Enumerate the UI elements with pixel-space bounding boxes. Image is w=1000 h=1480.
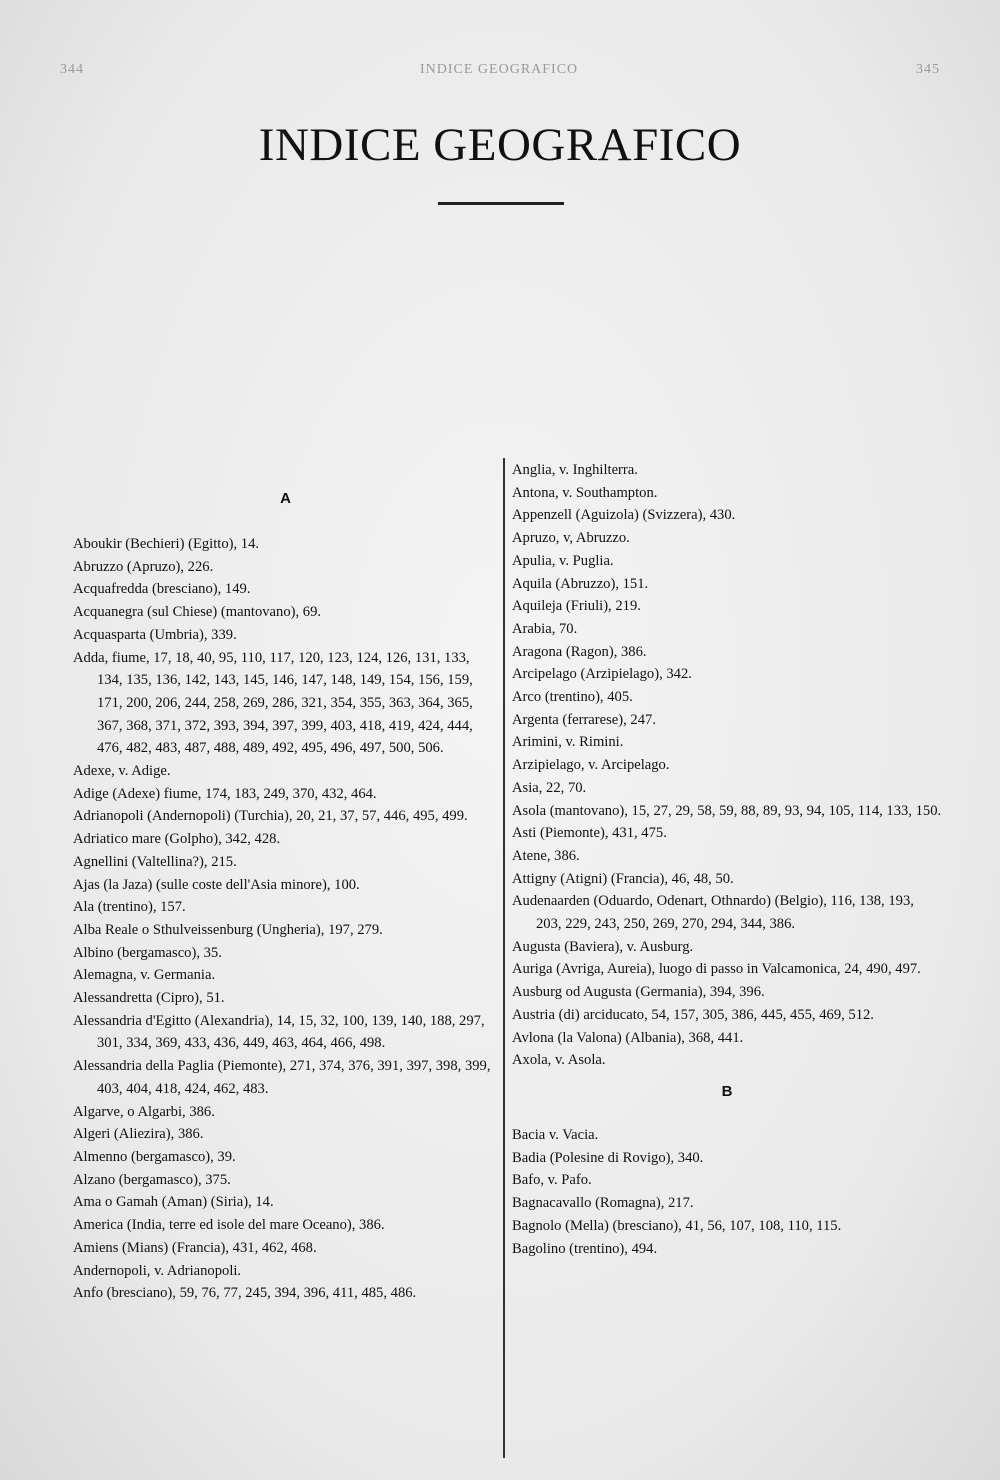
index-entry: Arimini, v. Rimini. bbox=[512, 734, 624, 751]
index-entry: Adriatico mare (Golpho), 342, 428. bbox=[73, 831, 281, 848]
index-entry: Arco (trentino), 405. bbox=[512, 689, 633, 706]
index-entry: Avlona (la Valona) (Albania), 368, 441. bbox=[512, 1029, 744, 1046]
index-entry: Acquanegra (sul Chiese) (mantovano), 69. bbox=[73, 604, 322, 621]
index-entry: Alessandria d'Egitto (Alexandria), 14, 15, 32, 100, 139, 140, 188, 297, 301, 334, 369, 433, 436, 449, 463, 464, 466, 498. bbox=[73, 1012, 485, 1052]
index-entry: Ala (trentino), 157. bbox=[73, 899, 186, 916]
column-divider bbox=[503, 458, 505, 1458]
index-entry: Albino (bergamasco), 35. bbox=[73, 944, 222, 961]
index-entry: Bagolino (trentino), 494. bbox=[512, 1240, 658, 1257]
index-entry: Acquasparta (Umbria), 339. bbox=[73, 626, 237, 643]
index-entry: Arcipelago (Arzipielago), 342. bbox=[512, 666, 692, 683]
index-entry: America (India, terre ed isole del mare Oceano), 386. bbox=[73, 1217, 385, 1234]
index-entry: Ausburg od Augusta (Germania), 394, 396. bbox=[512, 984, 765, 1001]
index-entry: Agnellini (Valtellina?), 215. bbox=[73, 853, 237, 870]
right-column bbox=[512, 459, 942, 1260]
index-entry: Anglia, v. Inghilterra. bbox=[512, 462, 638, 478]
index-entry: Appenzell (Aguizola) (Svizzera), 430. bbox=[512, 507, 736, 524]
section-letter-a: A bbox=[280, 490, 291, 507]
index-entry: Aragona (Ragon), 386. bbox=[512, 643, 647, 660]
index-entry: Badia (Polesine di Rovigo), 340. bbox=[512, 1149, 704, 1166]
index-entry: Alzano (bergamasco), 375. bbox=[73, 1171, 231, 1188]
index-entry: Adige (Adexe) fiume, 174, 183, 249, 370, 432, 464. bbox=[73, 785, 377, 802]
index-entry: Adrianopoli (Andernopoli) (Turchia), 20, 21, 37, 57, 446, 495, 499. bbox=[73, 808, 468, 825]
index-entry: Adexe, v. Adige. bbox=[73, 763, 171, 780]
running-header bbox=[60, 62, 940, 84]
index-entry: Asti (Piemonte), 431, 475. bbox=[512, 825, 667, 842]
index-entry: Algeri (Aliezira), 386. bbox=[73, 1126, 204, 1143]
index-entry: Auriga (Avriga, Aureia), luogo di passo in Valcamonica, 24, 490, 497. bbox=[512, 961, 921, 978]
index-entry: Aquileja (Friuli), 219. bbox=[512, 598, 641, 615]
index-entry: Arabia, 70. bbox=[512, 620, 578, 637]
index-entry: Aboukir (Bechieri) (Egitto), 14. bbox=[73, 536, 260, 552]
index-entry: Acquafredda (bresciano), 149. bbox=[73, 581, 251, 598]
right-entry-list-a bbox=[512, 459, 942, 1072]
index-entry: Asola (mantovano), 15, 27, 29, 58, 59, 88, 89, 93, 94, 105, 114, 133, 150. bbox=[512, 802, 942, 819]
index-entry: Bacia v. Vacia. bbox=[512, 1126, 599, 1143]
index-entry: Ama o Gamah (Aman) (Siria), 14. bbox=[73, 1194, 274, 1211]
index-entry: Bagnolo (Mella) (bresciano), 41, 56, 107, 108, 110, 115. bbox=[512, 1217, 842, 1234]
index-entry: Axola, v. Asola. bbox=[512, 1052, 606, 1069]
left-entry-list bbox=[73, 533, 498, 1305]
index-entry: Attigny (Atigni) (Francia), 46, 48, 50. bbox=[512, 870, 734, 887]
index-entry: Asia, 22, 70. bbox=[512, 779, 587, 796]
index-entry: Aquila (Abruzzo), 151. bbox=[512, 575, 649, 592]
index-entry: Adda, fiume, 17, 18, 40, 95, 110, 117, 120, 123, 124, 126, 131, 133, 134, 135, 136, 142, 143, 145, 146, 147, 148, 149, 154, 156, 159, 171, 200, 206, 244, 258, 269, 286, 321, 354, 355, 363, 364, 365, 367, 368, 371, 372, 393, 394, 397, 399, 403, 418, 419, 424, 444, 476, 482, 483, 487, 488, 489, 492, 495, 496, 497, 500, 506. bbox=[73, 649, 473, 757]
index-entry: Audenaarden (Oduardo, Odenart, Othnardo) (Belgio), 116, 138, 193, 203, 229, 243, 250, 269, 270, 294, 344, 386. bbox=[512, 893, 914, 933]
index-entry: Algarve, o Algarbi, 386. bbox=[73, 1103, 215, 1120]
index-entry: Abruzzo (Apruzo), 226. bbox=[73, 558, 214, 575]
index-entry: Apruzo, v, Abruzzo. bbox=[512, 530, 630, 547]
index-entry: Amiens (Mians) (Francia), 431, 462, 468. bbox=[73, 1239, 317, 1256]
index-entry: Andernopoli, v. Adrianopoli. bbox=[73, 1262, 242, 1279]
index-entry: Argenta (ferrarese), 247. bbox=[512, 711, 656, 728]
index-entry: Alessandretta (Cipro), 51. bbox=[73, 990, 225, 1007]
index-entry: Ajas (la Jaza) (sulle coste dell'Asia minore), 100. bbox=[73, 876, 360, 893]
running-title: INDICE GEOGRAFICO bbox=[420, 62, 579, 77]
section-letter-b: B bbox=[721, 1082, 733, 1100]
index-entry: Atene, 386. bbox=[512, 847, 580, 864]
left-column bbox=[73, 448, 498, 1305]
index-entry: Anfo (bresciano), 59, 76, 77, 245, 394, 396, 411, 485, 486. bbox=[73, 1285, 417, 1302]
index-entry: Bagnacavallo (Romagna), 217. bbox=[512, 1195, 694, 1212]
page-number-left: 344 bbox=[60, 62, 84, 77]
page-title: INDICE GEOGRAFICO bbox=[258, 119, 742, 171]
index-entry: Alemagna, v. Germania. bbox=[73, 967, 216, 984]
title-rule bbox=[438, 202, 564, 205]
index-entry: Arzipielago, v. Arcipelago. bbox=[512, 757, 670, 774]
index-entry: Bafo, v. Pafo. bbox=[512, 1172, 592, 1189]
index-entry: Apulia, v. Puglia. bbox=[512, 552, 614, 569]
index-entry: Almenno (bergamasco), 39. bbox=[73, 1148, 236, 1165]
index-entry: Augusta (Baviera), v. Ausburg. bbox=[512, 938, 694, 955]
page-number-right: 345 bbox=[916, 62, 940, 77]
index-entry: Antona, v. Southampton. bbox=[512, 484, 658, 501]
index-entry: Alessandria della Paglia (Piemonte), 271, 374, 376, 391, 397, 398, 399, 403, 404, 418, 424, 462, 483. bbox=[73, 1058, 491, 1097]
index-entry: Austria (di) arciducato, 54, 157, 305, 386, 445, 455, 469, 512. bbox=[512, 1006, 874, 1023]
index-entry: Alba Reale o Sthulveissenburg (Ungheria), 197, 279. bbox=[73, 921, 383, 938]
right-entry-list-b bbox=[512, 1124, 942, 1260]
